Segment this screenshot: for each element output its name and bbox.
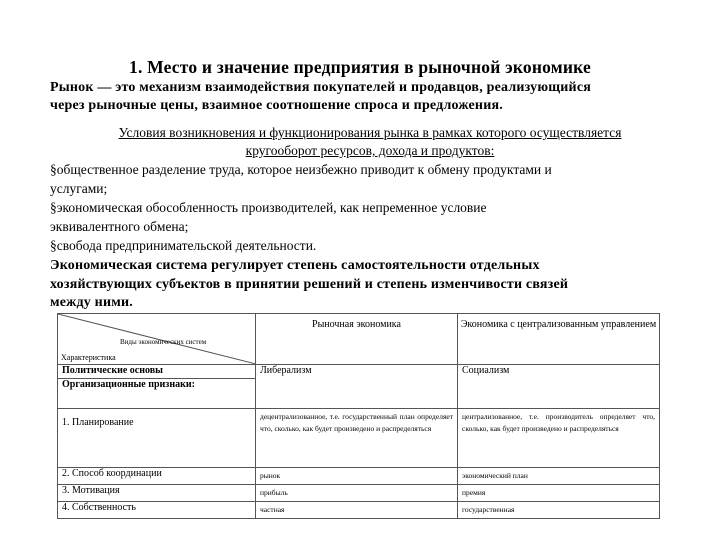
cell-ownership-central: государственная (458, 502, 660, 519)
row-label-ownership: 4. Собственность (58, 502, 256, 519)
cell-motivation-market: прибыль (256, 485, 458, 502)
conditions-heading (50, 124, 690, 160)
row-label-coordination: 2. Способ координации (58, 468, 256, 485)
cell-planning-central: централизованное, т.е. производитель определяет что, сколько, как будет произведено и распределяться (458, 409, 660, 468)
page-title: 1. Место и значение предприятия в рыночной экономике (129, 57, 591, 77)
cell-motivation-central: премия (458, 485, 660, 502)
text-line: между ними. (50, 295, 133, 310)
cell-political-central: Социализм (458, 365, 660, 409)
cell-political-market: Либерализм (256, 365, 458, 409)
column-header-market: Рыночная экономика (256, 314, 458, 365)
types-label: Виды экономических систем (120, 338, 207, 346)
conditions-list (50, 160, 690, 255)
characteristics-label: Характеристика (61, 353, 116, 362)
row-label-planning: 1. Планирование (58, 409, 256, 468)
market-definition (50, 79, 690, 115)
table-corner-cell (58, 314, 256, 365)
row-label-organizational: Организационные признаки: (58, 379, 256, 409)
cell-ownership-market: частная (256, 502, 458, 519)
cell-coordination-central: экономический план (458, 468, 660, 485)
text-line: Условия возникновения и функционирования рынка в рамках которого осуществляется (118, 125, 622, 140)
column-header-central: Экономика с централизованным управлением (458, 314, 660, 365)
cell-planning-market: децентрализованное, т.е. государственный план определяет что, сколько, как будет произведено и распределяться (256, 409, 458, 468)
economic-systems-table (57, 313, 660, 519)
list-item: услугами; (50, 181, 108, 196)
row-label-political: Политические основы (58, 365, 256, 379)
text-line: Рынок — это механизм взаимодействия покупателей и продавцов, реализующийся (50, 80, 592, 95)
list-item: §экономическая обособленность производителей, как непременное условие (50, 200, 487, 215)
list-item: §свобода предпринимательской деятельности. (50, 238, 317, 253)
row-label-motivation: 3. Мотивация (58, 485, 256, 502)
economic-system-paragraph (50, 257, 690, 313)
cell-coordination-market: рынок (256, 468, 458, 485)
text-line: через рыночные цены, взаимное соотношение спроса и предложения. (50, 98, 503, 113)
text-line: хозяйствующих субъектов в принятии решений и степень изменчивости связей (50, 276, 569, 292)
list-item: эквивалентного обмена; (50, 219, 189, 234)
list-item: §общественное разделение труда, которое неизбежно приводит к обмену продуктами и (50, 162, 552, 177)
text-line: кругооборот ресурсов, дохода и продуктов: (245, 143, 495, 158)
text-line: Экономическая система регулирует степень самостоятельности отдельных (50, 258, 540, 273)
